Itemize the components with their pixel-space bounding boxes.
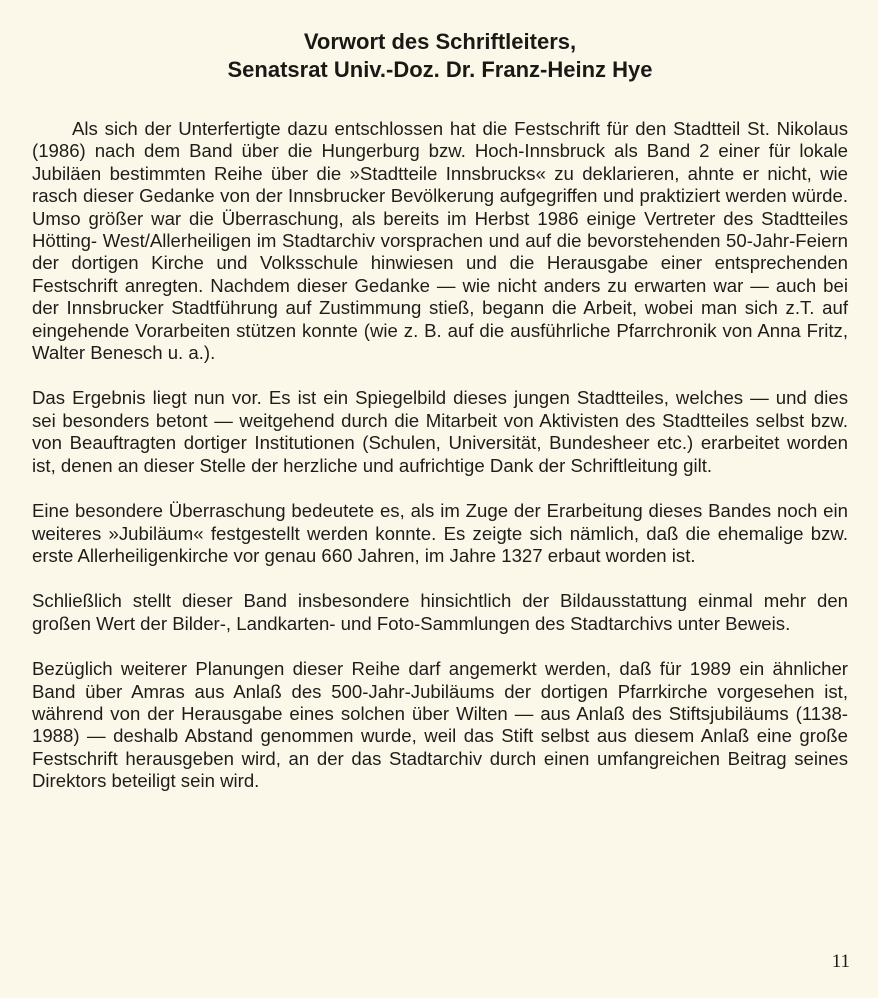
page-title [70,28,810,84]
title-line-1: Vorwort des Schriftleiters, [303,29,577,54]
paragraph-4: Schließlich stellt dieser Band insbesondere hinsichtlich der Bildausstattung einmal mehr den großen Wert der Bilder-, Landkarten- und Foto-Sammlungen des Stadtarchivs unter Beweis. [32,590,848,634]
page-number: 11 [831,951,850,972]
title-line-2: Senatsrat Univ.-Doz. Dr. Franz-Heinz Hye [227,57,653,82]
paragraph-3: Eine besondere Überraschung bedeutete es, als im Zuge der Erarbeitung dieses Bandes noch ein weiteres »Jubiläum« festgestellt werden konnte. Es zeigte sich nämlich, daß die ehemalige bzw. erste Allerheiligenkirche vor genau 660 Jahren, im Jahre 1327 erbaut worden ist. [32,500,848,566]
paragraph-1: Als sich der Unterfertigte dazu entschlossen hat die Festschrift für den Stadtteil St. Nikolaus (1986) nach dem Band über die Hungerburg bzw. Hoch-Innsbruck als Band 2 einer für lokale Jubiläen bestimmten Reihe über die »Stadtteile Innsbrucks« zu deklarieren, ahnte er nicht, wie rasch dieser Gedanke von der Innsbrucker Bevölkerung aufgegriffen und praktiziert werden würde. Umso größer war die Überraschung, als bereits im Herbst 1986 einige Vertreter des Stadtteiles Hötting- West/Allerheiligen im Stadtarchiv vorsprachen und auf die bevorstehenden 50-Jahr-Feiern der dortigen Kirche und Volksschule hinwiesen und die Herausgabe einer entsprechenden Festschrift anregten. Nachdem dieser Gedanke — wie nicht anders zu erwarten war — auch bei der Innsbrucker Stadtführung auf Zustimmung stieß, begann die Arbeit, wobei man sich z.T. auf eingehende Vorarbeiten stützen konnte (wie z. B. auf die ausführliche Pfarrchronik von Anna Fritz, Walter Benesch u. a.). [32,118,848,364]
paragraph-5: Bezüglich weiterer Planungen dieser Reihe darf angemerkt werden, daß für 1989 ein ähnlicher Band über Amras aus Anlaß des 500-Jahr-Jubiläums der dortigen Pfarrkirche vorgesehen ist, während von der Herausgabe eines solchen über Wilten — aus Anlaß des Stiftsjubiläums (1138-1988) — deshalb Abstand genommen wurde, weil das Stift selbst aus diesem Anlaß eine große Festschrift herausgeben wird, an der das Stadtarchiv durch einen umfangreichen Beitrag seines Direktors beteiligt sein wird. [32,658,848,792]
foreword-body [32,118,848,816]
paragraph-2: Das Ergebnis liegt nun vor. Es ist ein Spiegelbild dieses jungen Stadtteiles, welches — und dies sei besonders betont — weitgehend durch die Mitarbeit von Aktivisten des Stadtteiles selbst bzw. von Beauftragten dortiger Institutionen (Schulen, Universität, Bundesheer etc.) erarbeitet worden ist, denen an dieser Stelle der herzliche und aufrichtige Dank der Schriftleitung gilt. [32,387,848,476]
